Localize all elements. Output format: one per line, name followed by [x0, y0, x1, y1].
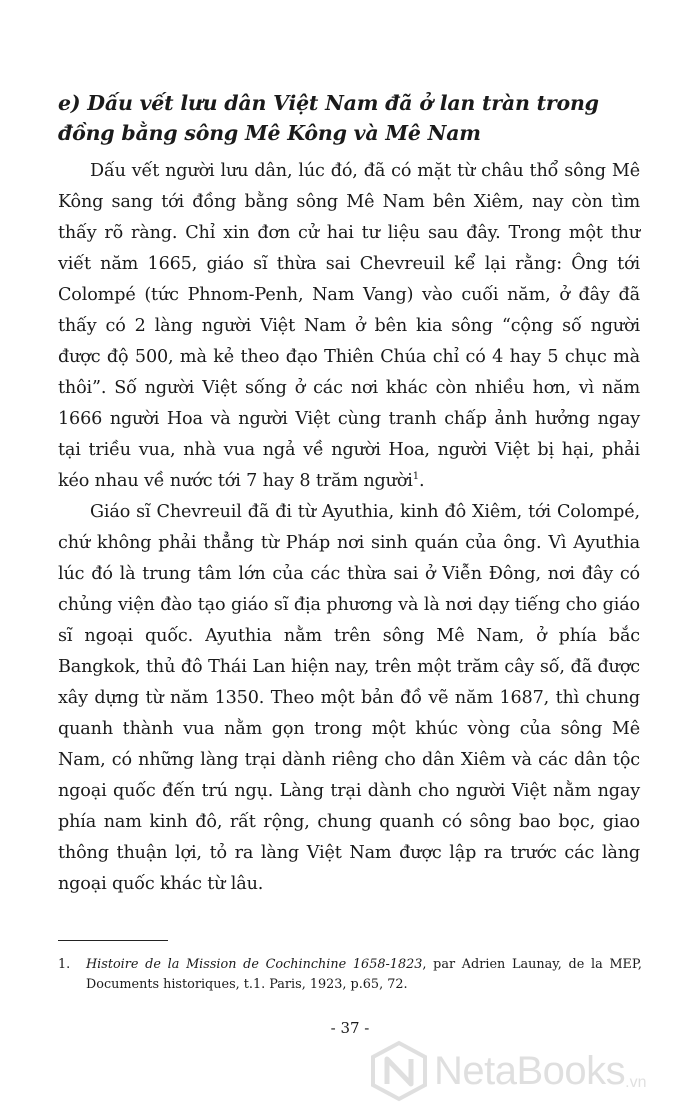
- paragraph-2: Giáo sĩ Chevreuil đã đi từ Ayuthia, kinh đô Xiêm, tới Colompé, chứ không phải thẳng từ Pháp nơi sinh quán của ông. Vì Ayuthia lúc đó là trung tâm lớn của các thừa sai ở Viễn Đông, nơi đây có chủng viện đào tạo giáo sĩ địa phương và là nơi dạy tiếng cho giáo sĩ ngoại quốc. Ayuthia nằm trên sông Mê Nam, ở phía bắc Bangkok, thủ đô Thái Lan hiện nay, trên một trăm cây số, đã được xây dựng từ năm 1350. Theo một bản đồ vẽ năm 1687, thì chung quanh thành vua nằm gọn trong một khúc vòng của sông Mê Nam, có những làng trại dành riêng cho dân Xiêm và các dân tộc ngoại quốc đến trú ngụ. Làng trại dành cho người Việt nằm ngay phía nam kinh đô, rất rộng, chung quanh có sông bao bọc, giao thông thuận lợi, tỏ ra làng Việt Nam được lập ra trước các làng ngoại quốc khác từ lâu.: [58, 502, 640, 894]
- section-heading: e) Dấu vết lưu dân Việt Nam đã ở lan tràn trong đồng bằng sông Mê Kông và Mê Nam: [58, 91, 599, 145]
- footnote-title: Histoire de la Mission de Cochinchine 1658-1823: [86, 957, 423, 972]
- footnote-text: [86, 955, 642, 995]
- footnote-divider: [58, 940, 168, 941]
- footnote-rest: , par Adrien Launay, de la MEP, Documents historiques, t.1. Paris, 1923, p.65, 72.: [86, 957, 642, 992]
- watermark: [368, 1040, 647, 1102]
- paragraph-1-text: Dấu vết người lưu dân, lúc đó, đã có mặt từ châu thổ sông Mê Kông sang tới đồng bằng sông Mê Nam bên Xiêm, nay còn tìm thấy rõ ràng. Chỉ xin đơn cử hai tư liệu sau đây. Trong một thư viết năm 1665, giáo sĩ thừa sai Chevreuil kể lại rằng: Ông tới Colompé (tức Phnom-Penh, Nam Vang) vào cuối năm, ở đây đã thấy có 2 làng người Việt Nam ở bên kia sông “cộng số người được độ 500, mà kẻ theo đạo Thiên Chúa chỉ có 4 hay 5 chục mà thôi”. Số người Việt sống ở các nơi khác còn nhiều hơn, vì năm 1666 người Hoa và người Việt cùng tranh chấp ảnh hưởng ngay tại triều vua, nhà vua ngả về người Hoa, người Việt bị hại, phải kéo nhau về nước tới 7 hay 8 trăm người: [58, 161, 640, 491]
- footnote-reference[interactable]: 1: [412, 471, 419, 483]
- page-body: [58, 88, 640, 900]
- netabooks-logo-icon: [368, 1040, 430, 1102]
- paragraph-1: [58, 156, 640, 497]
- paragraph-1-end: .: [418, 471, 425, 491]
- watermark-brand: NetaBooks: [434, 1048, 626, 1093]
- watermark-suffix: .vn: [625, 1074, 647, 1091]
- footnote-number: 1.: [58, 957, 71, 972]
- footnote: [58, 955, 642, 995]
- page-number: - 37 -: [330, 1019, 370, 1037]
